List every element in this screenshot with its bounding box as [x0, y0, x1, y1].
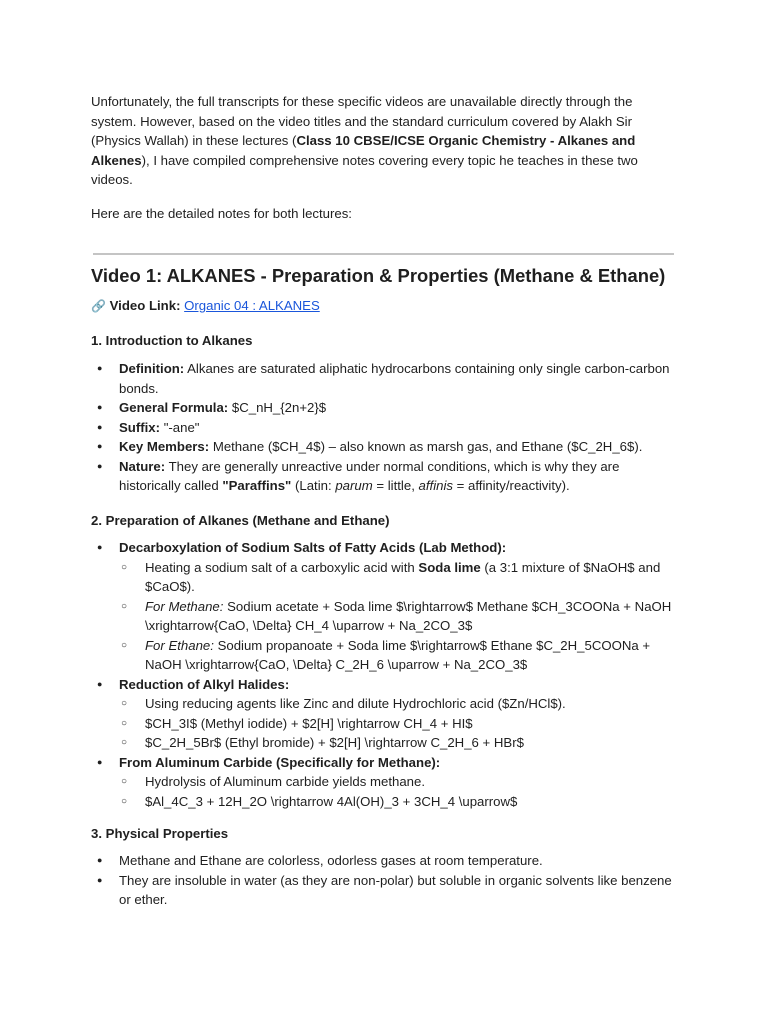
list-item: [91, 457, 681, 496]
soda-lime-term: Soda lime: [418, 559, 481, 575]
list-item: [91, 675, 681, 753]
video-link-label: Video Link:: [109, 298, 181, 313]
item-label: Suffix:: [119, 419, 161, 435]
item-text: = little,: [376, 478, 415, 493]
item-text: Methane ($CH_4$) – also known as marsh gas, and Ethane ($C_2H_6$).: [212, 439, 643, 454]
sub-list-item: ○ $C_2H_5Br$ (Ethyl bromide) + $2[H] \rightarrow C_2H_6 + HBr$: [119, 733, 681, 753]
intro-paragraph: [91, 92, 681, 190]
list-item: [91, 418, 681, 438]
item-text: = affinity/reactivity).: [456, 478, 570, 493]
item-text: $C_nH_{2n+2}$: [231, 400, 327, 415]
item-text: (a 3:1 mixture of $NaOH$ and $CaO$).: [145, 559, 661, 594]
sub-list: [119, 694, 681, 753]
sub-list-item: ○ $CH_3I$ (Methyl iodide) + $2[H] \rightarrow CH_4 + HI$: [119, 714, 681, 734]
item-label: General Formula:: [119, 400, 229, 415]
item-italic-label: For Ethane:: [145, 637, 214, 653]
item-label: Nature:: [119, 458, 166, 474]
intro-text-2: ), I have compiled comprehensive notes covering every topic he teaches in these two videos.: [91, 152, 638, 187]
section1-list: [91, 359, 681, 496]
intro-text-1: Unfortunately, the full transcripts for these specific videos are unavailable directly through the system. However, based on the video titles and the standard curriculum covered by Alakh Sir (Physics Wallah) in these lectures (: [91, 94, 633, 148]
video-link[interactable]: Organic 04 : ALKANES: [184, 298, 320, 313]
sub-list-item: [119, 597, 681, 636]
item-text: "-ane": [163, 419, 200, 435]
item-text: Sodium propanoate + Soda lime $\rightarrow$ Ethane $C_2H_5COONa + NaOH \xrightarrow{CaO, \Delta} C_2H_6 \uparrow + Na_2CO_3$: [145, 637, 651, 672]
horizontal-divider: [93, 253, 674, 255]
item-label: Reduction of Alkyl Halides:: [119, 676, 290, 692]
sub-list: [119, 772, 681, 811]
sub-list-item: [119, 558, 681, 597]
video1-title: Video 1: ALKANES - Preparation & Properties (Methane & Ethane): [91, 265, 666, 286]
item-italic-label: For Methane:: [145, 598, 224, 614]
detail-line: Here are the detailed notes for both lectures:: [91, 206, 352, 221]
item-text: They are generally unreactive under normal conditions, which is why they are historically called: [119, 458, 620, 493]
list-item: ● Methane and Ethane are colorless, odorless gases at room temperature.: [91, 851, 681, 871]
section1-heading: 1. Introduction to Alkanes: [91, 333, 253, 348]
list-item: [91, 398, 681, 418]
section2-heading: 2. Preparation of Alkanes (Methane and Ethane): [91, 513, 390, 528]
sub-list: [119, 558, 681, 675]
item-text: Heating a sodium salt of a carboxylic acid with: [145, 559, 415, 575]
list-item: [91, 437, 681, 457]
sub-list-item: ○ Hydrolysis of Aluminum carbide yields methane.: [119, 772, 681, 792]
item-text: Sodium acetate + Soda lime $\rightarrow$ Methane $CH_3COONa + NaOH \xrightarrow{CaO, \Delta} CH_4 \uparrow + Na_2CO_3$: [145, 598, 672, 633]
item-text: Alkanes are saturated aliphatic hydrocarbons containing only single carbon-carbon bonds.: [119, 361, 670, 396]
list-item: ● They are insoluble in water (as they are non-polar) but soluble in organic solvents like benzene or ether.: [91, 871, 681, 910]
item-label: From Aluminum Carbide (Specifically for Methane):: [119, 754, 441, 770]
latin-parum: parum: [335, 478, 373, 493]
paraffins-term: "Paraffins": [222, 478, 292, 493]
item-label: Definition:: [119, 361, 185, 376]
list-item: [91, 538, 681, 675]
section3-list: [91, 851, 681, 910]
sub-list-item: ○ $Al_4C_3 + 12H_2O \rightarrow 4Al(OH)_3 + 3CH_4 \uparrow$: [119, 792, 681, 812]
section2-list: [91, 538, 681, 811]
link-icon: 🔗: [91, 299, 106, 313]
latin-affinis: affinis: [418, 478, 453, 493]
list-item: [91, 359, 681, 398]
video-link-row: [91, 296, 320, 317]
sub-list-item: ○ Using reducing agents like Zinc and dilute Hydrochloric acid ($Zn/HCl$).: [119, 694, 681, 714]
section3-heading: 3. Physical Properties: [91, 826, 229, 841]
item-label: Key Members:: [119, 439, 210, 454]
intro-bold-course: Class 10 CBSE/ICSE Organic Chemistry - Alkanes and Alkenes: [91, 133, 636, 168]
item-text: (Latin:: [294, 478, 332, 493]
item-label: Decarboxylation of Sodium Salts of Fatty Acids (Lab Method):: [119, 540, 507, 555]
sub-list-item: [119, 636, 681, 675]
list-item: [91, 753, 681, 812]
